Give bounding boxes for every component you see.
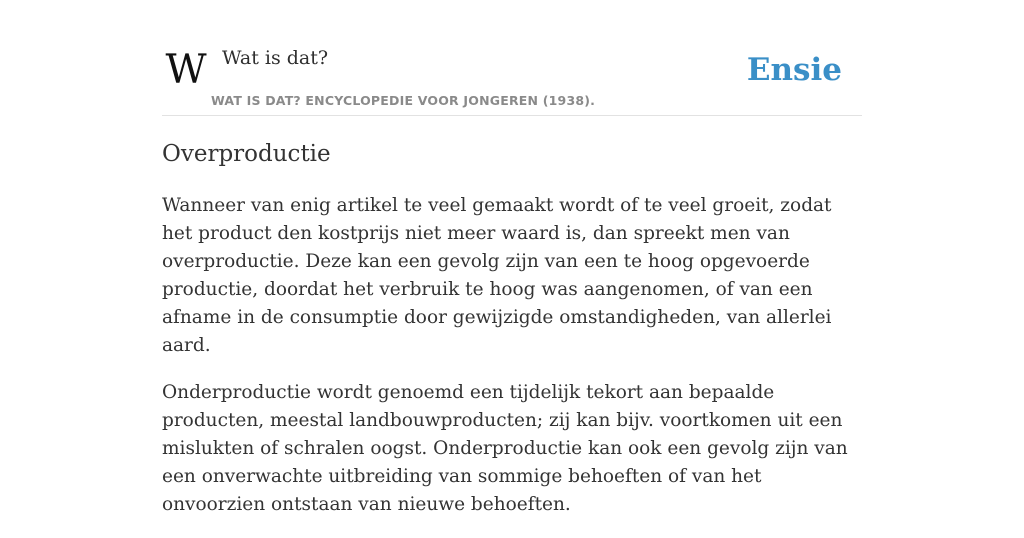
- article-paragraph: Onderproductie wordt genoemd een tijdelijk tekort aan bepaalde producten, meestal landbouwproducten; zij kan bijv. voortkomen uit een mislukten of schralen oogst. Onderproductie kan ook een gevolg zijn van een onverwachte uitbreiding van sommige behoeften of van het onvoorzien ontstaan van nieuwe behoeften.: [162, 382, 848, 515]
- site-header: [162, 40, 862, 116]
- brand-logo-link[interactable]: Ensie: [746, 52, 842, 88]
- article-body: [162, 192, 862, 538]
- source-title[interactable]: Wat is dat?: [222, 47, 329, 69]
- page-title: Overproductie: [162, 141, 331, 167]
- article-paragraph: Wanneer van enig artikel te veel gemaakt wordt of te veel groeit, zodat het product den kostprijs niet meer waard is, dan spreekt men van overproductie. Deze kan een gevolg zijn van een te hoog opgevoerde productie, doordat het verbruik te hoog was aangenomen, of van een afname in de consumptie door gewijzigde omstandigheden, van allerlei aard.: [162, 195, 832, 356]
- svg-text:W: W: [165, 50, 207, 90]
- wikipedia-w-icon: [164, 50, 208, 90]
- source-subtitle: WAT IS DAT? ENCYCLOPEDIE VOOR JONGEREN (1938).: [211, 93, 596, 108]
